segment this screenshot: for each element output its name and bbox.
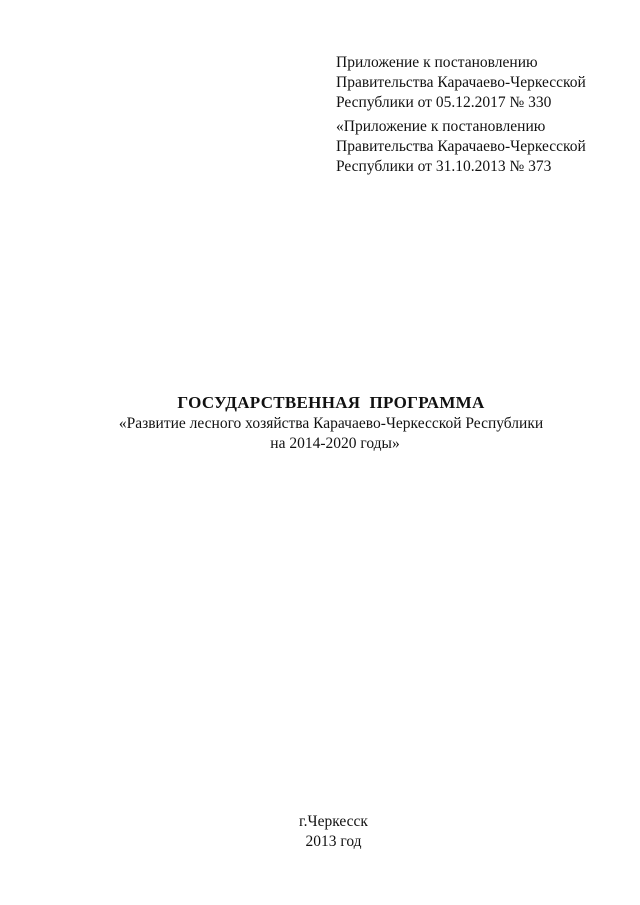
program-subtitle-line: «Развитие лесного хозяйства Карачаево-Черкесской Республики [118,415,544,432]
city-name: г.Черкесск [299,813,368,830]
program-subtitle-line: на 2014-2020 годы» [270,435,400,452]
place-and-year [0,812,640,852]
year-text: 2013 год [305,833,362,850]
approval-note-line: Правительства Карачаево-Черкесской [336,74,586,91]
program-title-block [0,392,640,454]
approval-note-line: Республики от 31.10.2013 № 373 [336,158,552,175]
approval-note-line: Приложение к постановлению [336,54,538,71]
approval-note-line: «Приложение к постановлению [336,118,546,135]
program-heading: ГОСУДАРСТВЕННАЯ ПРОГРАММА [177,393,485,412]
approval-note-line: Республики от 05.12.2017 № 330 [336,94,552,111]
approval-note-original [336,117,626,177]
approval-note-line: Правительства Карачаево-Черкесской [336,138,586,155]
approval-note-current [336,53,626,113]
